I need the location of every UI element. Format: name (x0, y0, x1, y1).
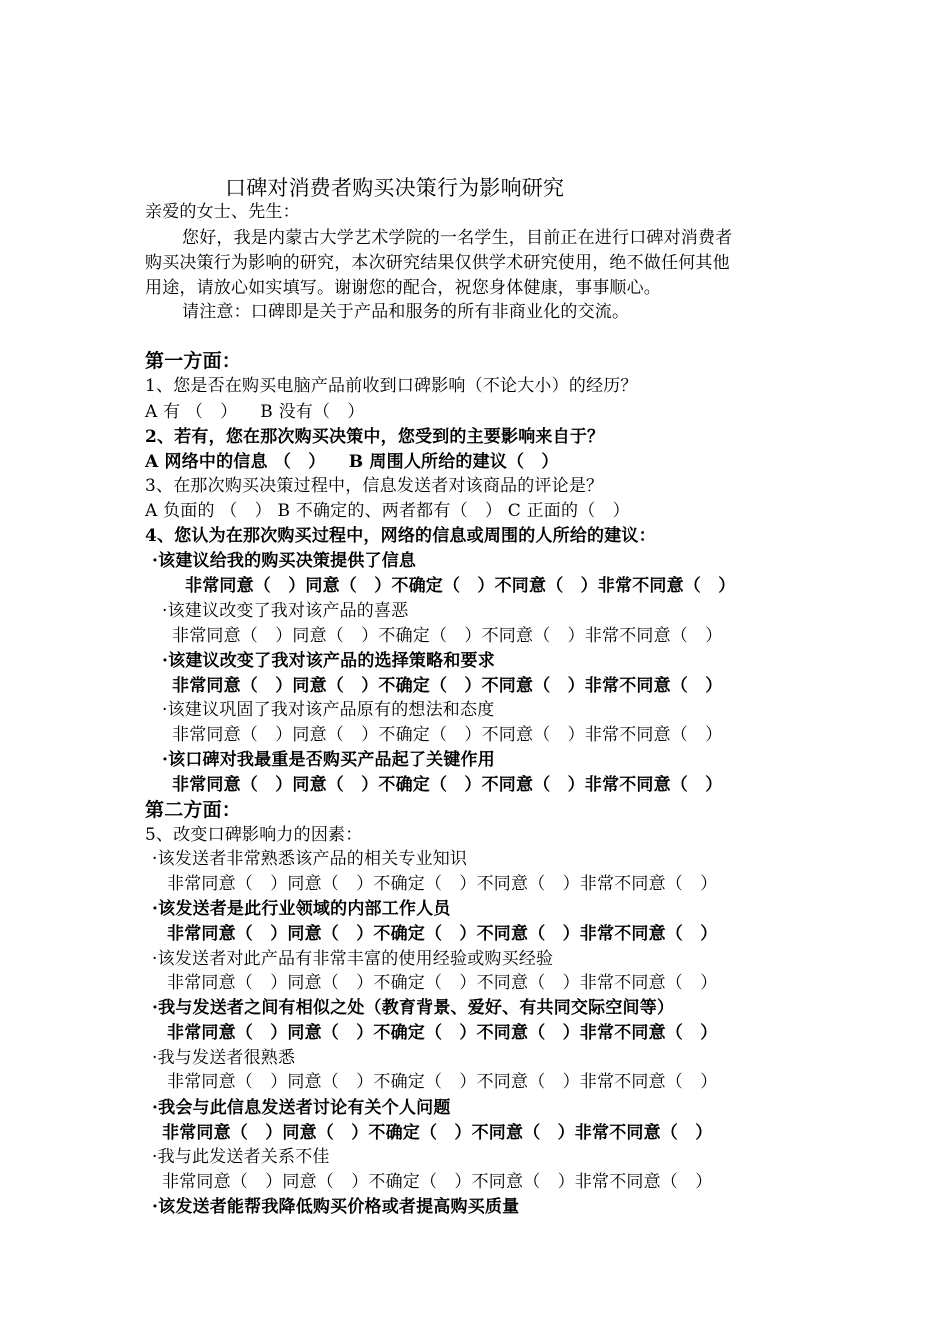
statement-item: ·我与发送者很熟悉 (152, 1048, 296, 1068)
agreement-scale: 非常同意（ ）同意（ ）不确定（ ）不同意（ ）非常不同意（ ） (172, 676, 723, 696)
statement-item: ·我与发送者之间有相似之处（教育背景、爱好、有共同交际空间等） (152, 998, 675, 1018)
intro-line-1: 您好，我是内蒙古大学艺术学院的一名学生，目前正在进行口碑对消费者 (182, 228, 733, 248)
statement-item: ·该建议巩固了我对该产品原有的想法和态度 (162, 700, 495, 720)
agreement-scale: 非常同意（ ）同意（ ）不确定（ ）不同意（ ）非常不同意（ ） (172, 775, 723, 795)
statement-item: ·我会与此信息发送者讨论有关个人问题 (152, 1098, 451, 1118)
question-3-options: A 负面的 （ ） B 不确定的、两者都有（ ） C 正面的（ ） (145, 501, 630, 521)
agreement-scale: 非常同意（ ）同意（ ）不确定（ ）不同意（ ）非常不同意（ ） (167, 1072, 718, 1092)
statement-item: ·该发送者对此产品有非常丰富的使用经验或购买经验 (152, 949, 554, 969)
statement-item: ·该发送者能帮我降低购买价格或者提高购买质量 (152, 1197, 520, 1217)
section1-heading: 第一方面： (145, 350, 242, 372)
question-2: 2、若有，您在那次购买决策中，您受到的主要影响来自于？ (145, 427, 605, 447)
agreement-scale: 非常同意（ ）同意（ ）不确定（ ）不同意（ ）非常不同意（ ） (172, 725, 723, 745)
section2-heading: 第二方面： (145, 799, 242, 821)
agreement-scale: 非常同意（ ）同意（ ）不确定（ ）不同意（ ）非常不同意（ ） (162, 1172, 713, 1192)
question-2-options: A 网络中的信息 （ ） B 周围人所给的建议（ ） (145, 452, 559, 472)
question-4: 4、您认为在那次购买过程中，网络的信息或周围的人所给的建议： (145, 526, 656, 546)
greeting: 亲爱的女士、先生： (145, 202, 300, 222)
agreement-scale: 非常同意（ ）同意（ ）不确定（ ）不同意（ ）非常不同意（ ） (167, 924, 718, 944)
agreement-scale: 非常同意（ ）同意（ ）不确定（ ）不同意（ ）非常不同意（ ） (167, 874, 718, 894)
statement-item: ·我与此发送者关系不佳 (152, 1147, 330, 1167)
statement-item: ·该建议给我的购买决策提供了信息 (152, 551, 417, 571)
intro-line-3: 用途，请放心如实填写。谢谢您的配合，祝您身体健康，事事顺心。 (145, 278, 661, 298)
agreement-scale: 非常同意（ ）同意（ ）不确定（ ）不同意（ ）非常不同意（ ） (185, 576, 736, 596)
page-title: 口碑对消费者购买决策行为影响研究 (225, 176, 565, 200)
agreement-scale: 非常同意（ ）同意（ ）不确定（ ）不同意（ ）非常不同意（ ） (162, 1123, 713, 1143)
question-1: 1、您是否在购买电脑产品前收到口碑影响（不论大小）的经历？ (145, 376, 638, 396)
intro-note: 请注意：口碑即是关于产品和服务的所有非商业化的交流。 (182, 302, 630, 322)
statement-item: ·该发送者非常熟悉该产品的相关专业知识 (152, 849, 468, 869)
question-1-options: A 有 （ ） B 没有（ ） (145, 402, 365, 422)
intro-line-2: 购买决策行为影响的研究，本次研究结果仅供学术研究使用，绝不做任何其他 (145, 253, 730, 273)
agreement-scale: 非常同意（ ）同意（ ）不确定（ ）不同意（ ）非常不同意（ ） (167, 1023, 718, 1043)
agreement-scale: 非常同意（ ）同意（ ）不确定（ ）不同意（ ）非常不同意（ ） (172, 626, 723, 646)
question-3: 3、在那次购买决策过程中，信息发送者对该商品的评论是？ (145, 476, 604, 496)
statement-item: ·该发送者是此行业领域的内部工作人员 (152, 899, 451, 919)
statement-item: ·该口碑对我最重是否购买产品起了关键作用 (162, 750, 495, 770)
statement-item: ·该建议改变了我对该产品的选择策略和要求 (162, 651, 495, 671)
question-5: 5、改变口碑影响力的因素： (145, 825, 363, 845)
statement-item: ·该建议改变了我对该产品的喜恶 (162, 601, 409, 621)
agreement-scale: 非常同意（ ）同意（ ）不确定（ ）不同意（ ）非常不同意（ ） (167, 973, 718, 993)
